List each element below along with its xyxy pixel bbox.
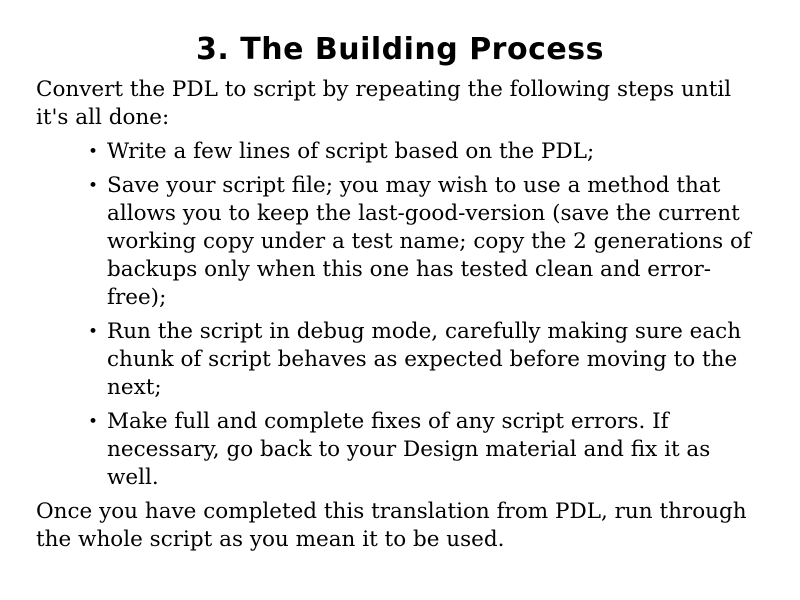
step-item [88,408,766,492]
step-text: Make full and complete fixes of any script errors. If necessary, go back to your Design material and fix it as well. [107,409,711,490]
intro-paragraph: Convert the PDL to script by repeating the following steps until it's all done: [36,77,732,130]
step-item [88,172,766,312]
step-text: Save your script file; you may wish to use a method that allows you to keep the last-good-version (save the current working copy under a test name; copy the 2 generations of backups only when this one has tested clean and error-free); [107,173,751,310]
slide-body [36,76,766,554]
slide-title: 3. The Building Process [196,32,604,67]
step-item [88,138,766,166]
bullet-icon: • [88,412,99,432]
outro-paragraph: Once you have completed this translation from PDL, run through the whole script as you mean it to be used. [36,499,747,552]
step-text: Run the script in debug mode, carefully making sure each chunk of script behaves as expected before moving to the next; [107,319,742,400]
bullet-icon: • [88,176,99,196]
bullet-icon: • [88,142,99,162]
step-text: Write a few lines of script based on the PDL; [107,139,595,164]
bullet-icon: • [88,322,99,342]
step-item [88,318,766,402]
step-list [36,138,766,492]
